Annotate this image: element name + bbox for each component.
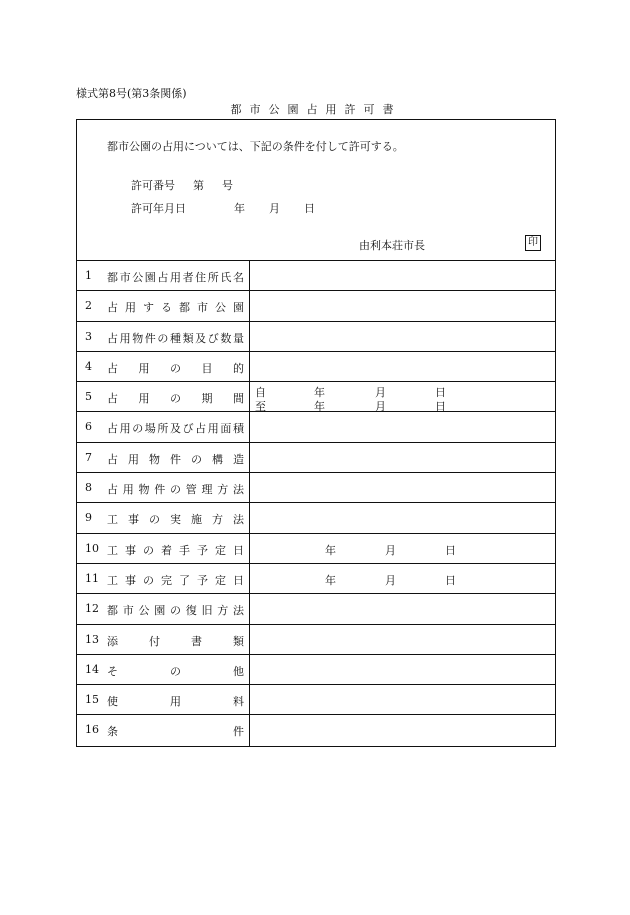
label-char: 及 (169, 422, 181, 436)
label-char: 方 (217, 604, 229, 618)
label-char: 法 (233, 513, 244, 527)
label-char: 工 (107, 543, 118, 557)
table-row (77, 412, 555, 442)
start-month: 月 (385, 543, 396, 557)
row-number: 10 (85, 541, 99, 555)
label-char: 用 (119, 331, 131, 345)
row-label (107, 330, 244, 346)
row-number: 12 (85, 602, 99, 616)
label-char: 市 (122, 604, 134, 618)
period-field[interactable] (249, 382, 555, 414)
label-char: 目 (201, 361, 213, 375)
label-char: 添 (107, 634, 118, 648)
label-char: 了 (179, 573, 190, 587)
row-number: 2 (85, 299, 92, 313)
label-char: 占 (195, 422, 207, 436)
document-title: 都市公園占用許可書 (230, 103, 402, 116)
seal-stamp: 印 (525, 235, 541, 251)
permit-date-label: 許可年月日 (131, 202, 186, 215)
label-char: の (170, 483, 181, 497)
row-label (107, 511, 244, 527)
row-value-field[interactable] (249, 352, 555, 381)
period-day: 日 (435, 386, 446, 400)
period-month: 月 (375, 386, 386, 400)
label-char: 種 (169, 331, 181, 345)
label-char: そ (107, 664, 118, 678)
label-char: 方 (212, 513, 223, 527)
row-number: 11 (85, 571, 99, 585)
label-char: 類 (233, 634, 244, 648)
permit-date (131, 200, 315, 216)
label-char: 占 (107, 452, 118, 466)
permit-number-go: 号 (222, 179, 233, 192)
period-year: 年 (314, 400, 325, 414)
label-char: 市 (119, 271, 131, 284)
label-char: 件 (170, 452, 181, 466)
label-char: 的 (233, 361, 244, 375)
start-day: 日 (445, 543, 456, 557)
table-row (77, 503, 555, 533)
label-char: 数 (220, 331, 232, 345)
row-value-field[interactable] (249, 443, 555, 472)
label-char: 量 (232, 331, 244, 345)
label-char: の (170, 361, 181, 375)
table-row (77, 685, 555, 715)
end-day: 日 (445, 573, 456, 587)
row-number: 9 (85, 511, 92, 525)
label-char: 占 (107, 392, 118, 406)
label-char: 占 (107, 361, 118, 375)
table-row (77, 534, 555, 564)
row-number: 13 (85, 632, 99, 646)
label-char: の (149, 513, 160, 527)
permit-date-year: 年 (234, 202, 245, 215)
row-number: 3 (85, 329, 92, 343)
label-char: 構 (212, 452, 223, 466)
label-char: 占 (107, 331, 118, 345)
label-char: 法 (233, 604, 244, 618)
row-value-field[interactable] (249, 625, 555, 654)
label-char: 完 (161, 573, 172, 587)
row-label (107, 360, 244, 376)
table-row (77, 473, 555, 503)
label-char: 件 (233, 725, 244, 739)
label-char: 用 (138, 392, 150, 406)
label-char: 公 (138, 604, 150, 618)
label-char: 書 (191, 634, 202, 648)
row-value-field[interactable] (249, 412, 555, 441)
label-char: 都 (179, 301, 190, 315)
row-label (107, 451, 244, 467)
label-char: 園 (233, 301, 244, 315)
label-char: 用 (122, 483, 134, 497)
label-char: 方 (217, 483, 229, 497)
label-char: 施 (191, 513, 202, 527)
label-char: の (170, 604, 181, 618)
row-value-field[interactable] (249, 685, 555, 714)
label-char: 日 (233, 573, 244, 587)
row-value-field[interactable] (249, 322, 555, 351)
table-row (77, 594, 555, 624)
label-char: の (157, 331, 169, 345)
label-char: び (207, 331, 219, 345)
table-row (77, 352, 555, 382)
row-label (107, 572, 244, 588)
label-char: 手 (179, 543, 190, 557)
label-char: の (143, 573, 154, 587)
label-char: 予 (197, 573, 208, 587)
label-char: 園 (154, 604, 166, 618)
table-row (77, 715, 555, 745)
label-char: 事 (125, 573, 136, 587)
label-char: 事 (125, 543, 136, 557)
label-char: 物 (149, 452, 160, 466)
label-char: 間 (233, 392, 244, 406)
label-char: 類 (182, 331, 194, 345)
permit-date-day: 日 (304, 202, 315, 215)
row-number: 6 (85, 420, 92, 434)
row-value-field[interactable] (249, 594, 555, 623)
label-char: る (161, 301, 172, 315)
label-char: 物 (138, 483, 150, 497)
label-char: 他 (233, 664, 244, 678)
table-row (77, 655, 555, 685)
row-value-field[interactable] (249, 715, 555, 745)
label-char: 理 (201, 483, 213, 497)
row-value-field[interactable] (249, 261, 555, 290)
period-from-label: 自 (255, 386, 266, 400)
row-value-field[interactable] (249, 291, 555, 320)
label-char: 及 (195, 331, 207, 345)
label-char: 用 (119, 422, 131, 436)
mayor-signature: 由利本荘市長 (359, 239, 425, 252)
row-label (107, 542, 244, 558)
label-char: 公 (132, 271, 144, 284)
label-char: 園 (144, 271, 156, 284)
period-to-label: 至 (255, 400, 266, 414)
label-char: の (143, 543, 154, 557)
row-value-field[interactable] (249, 503, 555, 532)
label-char: 市 (197, 301, 208, 315)
label-char: 旧 (201, 604, 213, 618)
label-char: 用 (125, 301, 136, 315)
table-row (77, 564, 555, 594)
label-char: 実 (170, 513, 181, 527)
label-char: 氏 (220, 271, 232, 284)
period-day: 日 (435, 400, 446, 414)
label-char: 日 (233, 543, 244, 557)
row-number: 5 (85, 390, 92, 404)
label-char: 付 (149, 634, 160, 648)
table-row (77, 382, 555, 412)
row-label (107, 481, 244, 497)
label-char: 名 (232, 271, 244, 284)
label-char: 物 (132, 331, 144, 345)
row-number: 4 (85, 359, 92, 373)
table-row (77, 625, 555, 655)
label-char: 件 (144, 331, 156, 345)
label-char: 積 (232, 422, 244, 436)
end-year: 年 (325, 573, 336, 587)
end-month: 月 (385, 573, 396, 587)
label-char: 料 (233, 695, 244, 709)
table-row (77, 291, 555, 321)
row-number: 16 (85, 723, 99, 737)
label-char: 所 (207, 271, 219, 284)
row-label (107, 663, 244, 679)
label-char: 件 (154, 483, 166, 497)
label-char: 復 (185, 604, 197, 618)
label-char: の (191, 452, 202, 466)
label-char: 占 (107, 483, 118, 497)
row-number: 1 (85, 269, 92, 282)
label-char: 用 (207, 422, 219, 436)
label-char: 占 (157, 271, 169, 284)
label-char: の (170, 664, 181, 678)
row-number: 7 (85, 450, 92, 464)
label-char: 都 (107, 604, 118, 618)
label-char: 者 (182, 271, 194, 284)
permit-number (131, 177, 251, 193)
label-char: 使 (107, 695, 118, 709)
row-value-field[interactable] (249, 473, 555, 502)
period-month: 月 (375, 400, 386, 414)
row-label (107, 420, 244, 436)
row-number: 8 (85, 481, 92, 495)
row-label (107, 299, 244, 315)
label-char: 定 (215, 573, 226, 587)
end-date-field[interactable] (249, 564, 555, 593)
label-char: 用 (170, 695, 181, 709)
label-char: 占 (107, 301, 118, 315)
row-number: 15 (85, 693, 99, 707)
start-year: 年 (325, 543, 336, 557)
label-char: 法 (233, 483, 244, 497)
intro-text: 都市公園の占用については、下記の条件を付して許可する。 (107, 140, 404, 153)
label-char: 条 (107, 725, 118, 739)
row-label (107, 269, 244, 285)
label-char: の (132, 422, 144, 436)
label-char: 用 (169, 271, 181, 284)
row-label (107, 693, 244, 709)
label-char: 予 (197, 543, 208, 557)
label-char: 占 (107, 422, 118, 436)
label-char: の (170, 392, 181, 406)
table-row (77, 443, 555, 473)
permit-form (76, 119, 556, 747)
label-char: 造 (233, 452, 244, 466)
label-char: す (143, 301, 154, 315)
period-year: 年 (314, 386, 325, 400)
label-char: 工 (107, 513, 118, 527)
label-char: 着 (161, 543, 172, 557)
row-number: 14 (85, 662, 99, 676)
table-row (77, 261, 555, 291)
label-char: 用 (138, 361, 150, 375)
permit-header (77, 120, 555, 261)
label-char: 用 (128, 452, 139, 466)
row-label (107, 723, 244, 739)
permit-number-label: 許可番号 (131, 179, 175, 192)
permit-date-month: 月 (269, 202, 280, 215)
form-rows (77, 261, 555, 746)
row-label (107, 633, 244, 649)
label-char: 期 (201, 392, 213, 406)
label-char: 面 (220, 422, 232, 436)
form-id: 様式第8号(第3条関係) (76, 87, 187, 100)
row-value-field[interactable] (249, 655, 555, 684)
table-row (77, 322, 555, 352)
label-char: び (182, 422, 194, 436)
label-char: 公 (215, 301, 226, 315)
label-char: 事 (128, 513, 139, 527)
label-char: 都 (107, 271, 118, 284)
start-date-field[interactable] (249, 534, 555, 563)
label-char: 工 (107, 573, 118, 587)
label-char: 定 (215, 543, 226, 557)
label-char: 管 (185, 483, 197, 497)
label-char: 住 (195, 271, 207, 284)
row-label (107, 602, 244, 618)
permit-number-dai: 第 (193, 179, 204, 192)
label-char: 所 (157, 422, 169, 436)
row-label (107, 390, 244, 406)
label-char: 場 (144, 422, 156, 436)
